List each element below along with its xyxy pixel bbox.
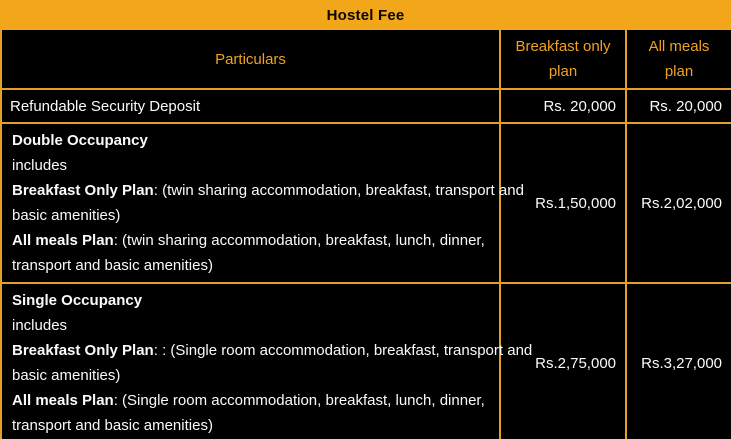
particulars-line: basic amenities) <box>12 207 121 224</box>
breakfast-plan-value-cell: Rs.2,75,000 <box>500 283 626 439</box>
particulars-line: Breakfast Only Plan: (twin sharing accommodation, breakfast, transport and <box>12 182 524 199</box>
particulars-line: All meals Plan: (twin sharing accommodation, breakfast, lunch, dinner, <box>12 232 485 249</box>
particulars-cell <box>1 89 500 123</box>
header-row <box>1 30 731 89</box>
particulars-cell <box>1 283 533 439</box>
column-header-all-meals-plan: All meals plan <box>626 30 731 89</box>
table-title-bar <box>0 0 731 30</box>
particulars-line: Breakfast Only Plan: : (Single room accommodation, breakfast, transport and <box>12 342 533 359</box>
particulars-line: Double Occupancy <box>12 132 148 149</box>
particulars-line: Single Occupancy <box>12 292 143 309</box>
particulars-cell <box>1 123 524 283</box>
column-header-breakfast-only-plan: Breakfast only plan <box>500 30 626 89</box>
all-meals-value-cell: Rs.3,27,000 <box>626 283 731 439</box>
table-row <box>1 283 731 439</box>
particulars-line: includes <box>12 317 68 334</box>
breakfast-plan-value-cell: Rs.1,50,000 <box>500 123 626 283</box>
column-header-particulars: Particulars <box>1 30 500 89</box>
particulars-line: basic amenities) <box>12 367 121 384</box>
all-meals-value-cell: Rs.2,02,000 <box>626 123 731 283</box>
hostel-fee-table <box>0 30 731 439</box>
table-title: Hostel Fee <box>326 6 405 24</box>
particulars-line: Refundable Security Deposit <box>10 97 201 115</box>
all-meals-value-cell: Rs. 20,000 <box>626 89 731 123</box>
table-row <box>1 89 731 123</box>
table-row <box>1 123 731 283</box>
particulars-line: transport and basic amenities) <box>12 417 213 434</box>
particulars-line: includes <box>12 157 68 174</box>
particulars-line: All meals Plan: (Single room accommodation, breakfast, lunch, dinner, <box>12 392 485 409</box>
breakfast-plan-value-cell: Rs. 20,000 <box>500 89 626 123</box>
particulars-line: transport and basic amenities) <box>12 257 213 274</box>
